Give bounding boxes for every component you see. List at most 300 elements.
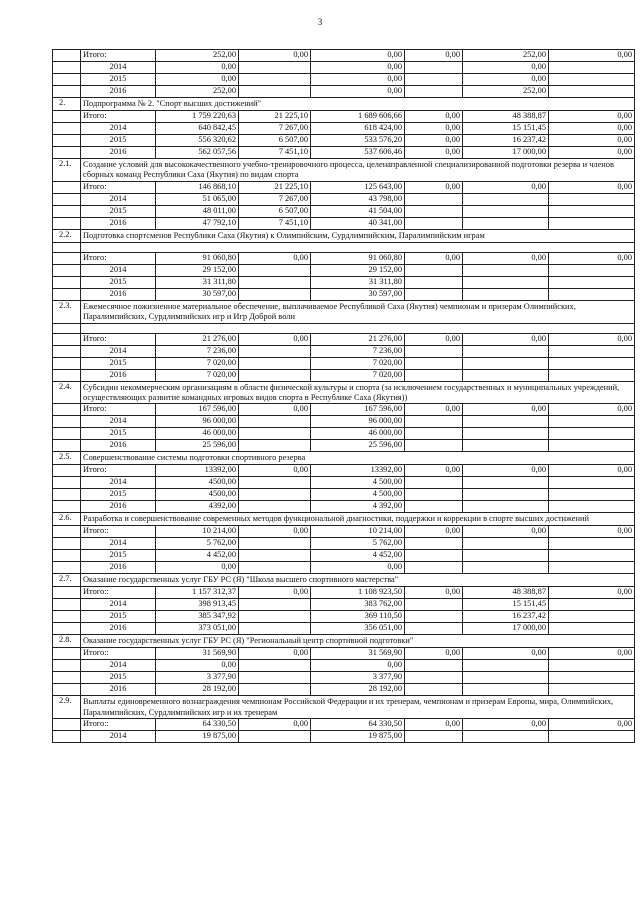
value-cell [463,288,549,300]
table-row [53,404,635,416]
value-cell [239,276,311,288]
table-row [53,562,635,574]
number-cell [53,123,81,135]
section-title-row [53,229,635,242]
table-row [53,288,635,300]
value-cell [463,672,549,684]
value-cell [405,205,463,217]
value-cell: 0,00 [311,74,405,86]
value-cell: 252,00 [463,50,549,62]
value-cell [549,684,635,696]
value-cell: 41 504,00 [311,205,405,217]
table-row [53,550,635,562]
table-row [53,62,635,74]
value-cell: 7 267,00 [239,123,311,135]
value-cell [405,623,463,635]
value-cell: 0,00 [239,333,311,345]
year-label: 2016 [81,217,156,229]
year-label: 2014 [81,345,156,357]
value-cell: 4 452,00 [311,550,405,562]
section-number: 2.5. [53,452,81,465]
value-cell [463,477,549,489]
section-title: Оказание государственных услуг ГБУ РС (Я) "Региональный центр спортивной подготовки" [81,635,635,648]
value-cell: 0,00 [463,648,549,660]
value-cell [405,599,463,611]
value-cell [239,369,311,381]
number-cell [53,731,81,743]
value-cell: 19 875,00 [311,731,405,743]
total-label: Итого: [81,465,156,477]
value-cell [239,562,311,574]
value-cell: 25 596,00 [311,440,405,452]
value-cell: 7 451,10 [239,217,311,229]
value-cell [405,538,463,550]
value-cell: 0,00 [549,333,635,345]
value-cell: 0,00 [463,62,549,74]
total-label: Итого: [81,333,156,345]
table-row [53,276,635,288]
value-cell: 0,00 [311,62,405,74]
value-cell [405,369,463,381]
value-cell [549,74,635,86]
table-row [53,489,635,501]
value-cell: 31 311,80 [311,276,405,288]
value-cell [239,538,311,550]
year-label: 2015 [81,489,156,501]
value-cell [239,672,311,684]
year-label: 2014 [81,477,156,489]
value-cell: 0,00 [405,587,463,599]
table-row [53,86,635,98]
value-cell: 0,00 [239,719,311,731]
value-cell [405,345,463,357]
section-title: Ежемесячное пожизненное материальное обеспечение, выплачиваемое Республикой Саха (Якутия) чемпионам и призерам Олимпийских, Паралимпийских, Сурдлимпийских игр и Игр Доброй воли [81,300,635,323]
value-cell [405,440,463,452]
value-cell [405,477,463,489]
value-cell: 7 020,00 [156,357,239,369]
value-cell: 64 330,50 [156,719,239,731]
value-cell [239,684,311,696]
value-cell [463,489,549,501]
number-cell [53,416,81,428]
value-cell [405,74,463,86]
table-row [53,74,635,86]
number-cell [53,672,81,684]
value-cell [239,440,311,452]
value-cell [405,217,463,229]
table-row [53,252,635,264]
value-cell: 1 157 312,37 [156,587,239,599]
section-title: Подготовка спортсменов Республики Саха (Якутия) к Олимпийским, Сурдлимпийским, Паралимпийским играм [81,229,635,242]
year-label: 2014 [81,538,156,550]
value-cell: 618 424,00 [311,123,405,135]
value-cell: 29 152,00 [311,264,405,276]
value-cell: 373 051,00 [156,623,239,635]
value-cell: 0,00 [239,465,311,477]
value-cell [549,623,635,635]
value-cell [549,489,635,501]
section-number: 2.1. [53,159,81,182]
year-label: 2015 [81,550,156,562]
value-cell [239,416,311,428]
value-cell: 7 267,00 [239,193,311,205]
value-cell: 0,00 [405,252,463,264]
value-cell [549,205,635,217]
value-cell: 21 276,00 [311,333,405,345]
value-cell: 252,00 [156,50,239,62]
value-cell: 51 065,00 [156,193,239,205]
value-cell [239,86,311,98]
number-cell [53,404,81,416]
spacer-cell [53,242,81,252]
value-cell: 0,00 [405,404,463,416]
number-cell [53,345,81,357]
value-cell: 0,00 [239,587,311,599]
value-cell: 13392,00 [311,465,405,477]
value-cell: 96 000,00 [156,416,239,428]
value-cell: 167 596,00 [311,404,405,416]
value-cell [549,672,635,684]
value-cell: 0,00 [405,50,463,62]
value-cell [549,288,635,300]
value-cell: 7 451,10 [239,147,311,159]
value-cell: 48 011,00 [156,205,239,217]
value-cell: 48 388,87 [463,111,549,123]
value-cell [549,345,635,357]
value-cell: 17 000,00 [463,623,549,635]
section-title: Создание условий для высококачественного учебно-тренировочного процесса, целенаправленной специализированной подготовки резерва и членов сборных команд Республики Саха (Якутия) по видам спорта [81,159,635,182]
value-cell [239,428,311,440]
value-cell: 125 643,00 [311,181,405,193]
value-cell: 0,00 [311,562,405,574]
number-cell [53,86,81,98]
value-cell: 252,00 [156,86,239,98]
value-cell: 0,00 [549,526,635,538]
total-label: Итого: [81,111,156,123]
value-cell: 7 236,00 [311,345,405,357]
total-label: Итого:: [81,719,156,731]
value-cell: 0,00 [156,62,239,74]
number-cell [53,719,81,731]
value-cell: 46 000,00 [311,428,405,440]
value-cell: 64 330,50 [311,719,405,731]
value-cell: 40 341,00 [311,217,405,229]
spacer-cell [53,323,81,333]
value-cell: 31 311,80 [156,276,239,288]
section-title-row [53,513,635,526]
value-cell [239,288,311,300]
value-cell: 10 214,00 [156,526,239,538]
value-cell [463,217,549,229]
year-label: 2014 [81,599,156,611]
table-row [53,135,635,147]
table-row [53,501,635,513]
table-row [53,147,635,159]
table-row [53,181,635,193]
section-title-row [53,300,635,323]
value-cell [405,562,463,574]
section-title: Оказание государственных услуг ГБУ РС (Я) "Школа высшего спортивного мастерства" [81,574,635,587]
table-row [53,264,635,276]
section-title-row [53,98,635,111]
number-cell [53,660,81,672]
value-cell: 4500,00 [156,477,239,489]
number-cell [53,264,81,276]
number-cell [53,623,81,635]
year-label: 2015 [81,672,156,684]
table-row [53,465,635,477]
value-cell: 252,00 [463,86,549,98]
value-cell: 0,00 [405,111,463,123]
spacer-cell [81,323,635,333]
value-cell: 30 597,00 [156,288,239,300]
value-cell: 0,00 [463,404,549,416]
value-cell: 383 762,00 [311,599,405,611]
section-number: 2.6. [53,513,81,526]
value-cell [239,599,311,611]
value-cell [549,501,635,513]
value-cell [549,562,635,574]
table-row [53,587,635,599]
section-title-row [53,574,635,587]
value-cell [239,264,311,276]
total-label: Итого: [81,404,156,416]
value-cell: 7 236,00 [156,345,239,357]
number-cell [53,562,81,574]
value-cell [405,276,463,288]
total-label: Итого:: [81,526,156,538]
value-cell [549,428,635,440]
value-cell: 0,00 [463,465,549,477]
section-number: 2.3. [53,300,81,323]
table-row [53,648,635,660]
value-cell: 28 192,00 [311,684,405,696]
number-cell [53,648,81,660]
value-cell: 146 868,10 [156,181,239,193]
value-cell [549,660,635,672]
section-number: 2. [53,98,81,111]
value-cell [463,345,549,357]
spacer-row [53,242,635,252]
number-cell [53,217,81,229]
value-cell: 48 388,87 [463,587,549,599]
number-cell [53,550,81,562]
value-cell [549,62,635,74]
value-cell [463,538,549,550]
value-cell [405,428,463,440]
table-row [53,123,635,135]
value-cell: 167 596,00 [156,404,239,416]
year-label: 2014 [81,731,156,743]
value-cell: 537 606,46 [311,147,405,159]
value-cell: 0,00 [239,50,311,62]
number-cell [53,193,81,205]
section-number: 2.7. [53,574,81,587]
section-title-row [53,381,635,404]
value-cell: 0,00 [311,86,405,98]
value-cell: 0,00 [549,147,635,159]
value-cell [239,74,311,86]
table-row [53,111,635,123]
value-cell [463,205,549,217]
value-cell [239,731,311,743]
value-cell [549,611,635,623]
value-cell [549,416,635,428]
number-cell [53,538,81,550]
value-cell: 6 507,00 [239,135,311,147]
value-cell: 0,00 [405,526,463,538]
table-row [53,440,635,452]
value-cell: 0,00 [463,526,549,538]
number-cell [53,74,81,86]
value-cell [239,489,311,501]
value-cell: 0,00 [311,50,405,62]
section-number: 2.2. [53,229,81,242]
value-cell: 356 051,00 [311,623,405,635]
value-cell: 0,00 [405,135,463,147]
section-title-row [53,159,635,182]
year-label: 2014 [81,416,156,428]
table-row [53,684,635,696]
table-row [53,217,635,229]
section-title-row [53,452,635,465]
value-cell: 0,00 [549,648,635,660]
value-cell: 1 108 923,50 [311,587,405,599]
value-cell: 91 060,80 [156,252,239,264]
section-number: 2.9. [53,696,81,719]
value-cell: 4500,00 [156,489,239,501]
value-cell [549,731,635,743]
year-label: 2016 [81,288,156,300]
year-label: 2016 [81,684,156,696]
number-cell [53,111,81,123]
number-cell [53,62,81,74]
value-cell: 0,00 [549,135,635,147]
value-cell: 43 798,00 [311,193,405,205]
value-cell: 91 060,80 [311,252,405,264]
value-cell [239,623,311,635]
value-cell: 0,00 [405,648,463,660]
total-label: Итого:: [81,587,156,599]
number-cell [53,147,81,159]
table-row [53,611,635,623]
value-cell [405,731,463,743]
value-cell [463,193,549,205]
value-cell: 0,00 [549,123,635,135]
value-cell [239,550,311,562]
value-cell: 0,00 [239,252,311,264]
table-row [53,599,635,611]
spacer-cell [81,242,635,252]
value-cell: 0,00 [463,719,549,731]
value-cell: 10 214,00 [311,526,405,538]
value-cell: 21 225,10 [239,181,311,193]
year-label: 2014 [81,193,156,205]
value-cell [239,345,311,357]
value-cell [549,357,635,369]
value-cell: 4 500,00 [311,489,405,501]
value-cell: 0,00 [463,74,549,86]
year-label: 2014 [81,264,156,276]
total-label: Итого: [81,50,156,62]
table-row [53,538,635,550]
value-cell: 0,00 [405,465,463,477]
value-cell [549,276,635,288]
value-cell [405,550,463,562]
value-cell: 25 596,00 [156,440,239,452]
section-title-row [53,696,635,719]
value-cell [405,86,463,98]
budget-table [52,49,635,743]
number-cell [53,205,81,217]
value-cell: 0,00 [239,526,311,538]
value-cell: 21 276,00 [156,333,239,345]
value-cell [239,357,311,369]
number-cell [53,333,81,345]
value-cell: 533 576,20 [311,135,405,147]
value-cell: 0,00 [463,252,549,264]
value-cell [549,599,635,611]
table-row [53,731,635,743]
value-cell: 16 237,42 [463,135,549,147]
value-cell: 0,00 [549,404,635,416]
year-label: 2016 [81,440,156,452]
value-cell [549,264,635,276]
value-cell: 0,00 [549,111,635,123]
value-cell [463,428,549,440]
section-title: Разработка и совершенствование современных методов функциональной диагностики, поддержки и коррекции в спорте высших достижений [81,513,635,526]
year-label: 2016 [81,501,156,513]
value-cell: 5 762,00 [156,538,239,550]
number-cell [53,357,81,369]
number-cell [53,501,81,513]
value-cell: 562 057,56 [156,147,239,159]
page-number: 3 [317,17,323,27]
value-cell: 16 237,42 [463,611,549,623]
value-cell [405,264,463,276]
value-cell: 0,00 [405,719,463,731]
year-label: 2015 [81,611,156,623]
year-label: 2015 [81,276,156,288]
value-cell: 0,00 [156,660,239,672]
value-cell [405,357,463,369]
value-cell [549,193,635,205]
value-cell [239,62,311,74]
table-row [53,416,635,428]
value-cell: 0,00 [549,587,635,599]
value-cell [239,477,311,489]
value-cell: 0,00 [405,181,463,193]
value-cell [549,217,635,229]
value-cell: 3 377,90 [311,672,405,684]
spacer-row [53,323,635,333]
value-cell [239,611,311,623]
value-cell: 0,00 [405,333,463,345]
value-cell [549,86,635,98]
value-cell [549,369,635,381]
year-label: 2014 [81,660,156,672]
total-label: Итого:: [81,648,156,660]
number-cell [53,489,81,501]
value-cell: 0,00 [549,181,635,193]
table-row [53,345,635,357]
section-title: Субсидии некоммерческим организациям в области физической культуры и спорта (за исключением государственных и муниципальных учреждений, осуществляющих развитие командных игровых видов спорта в Республике Саха (Якутия)) [81,381,635,404]
year-label: 2016 [81,147,156,159]
year-label: 2016 [81,86,156,98]
section-title-row [53,635,635,648]
value-cell: 0,00 [156,562,239,574]
value-cell: 0,00 [463,181,549,193]
